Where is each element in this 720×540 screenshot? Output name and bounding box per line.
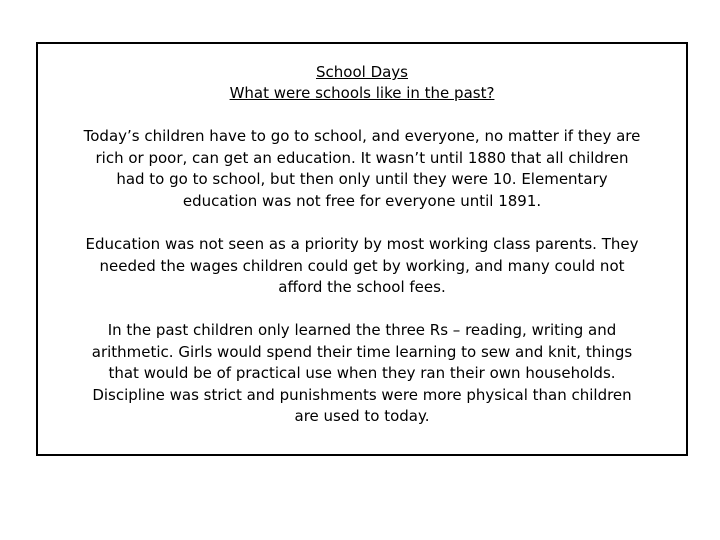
paragraph-line: education was not free for everyone until 1891. xyxy=(182,191,542,210)
paragraph-line: had to go to school, but then only until they were 10. Elementary xyxy=(116,170,608,188)
document-frame xyxy=(36,42,688,456)
paragraph-line: afford the school fees. xyxy=(278,278,446,296)
document-subtitle: What were schools like in the past? xyxy=(229,84,495,102)
paragraph-line: arithmetic. Girls would spend their time learning to sew and knit, things xyxy=(91,342,633,361)
paragraph-line: are used to today. xyxy=(294,407,430,425)
paragraph-line: that would be of practical use when they ran their own households. xyxy=(108,364,616,382)
paragraph-1 xyxy=(38,126,686,212)
paragraph-3 xyxy=(38,320,686,428)
paragraph-line: Today’s children have to go to school, and everyone, no matter if they are xyxy=(83,127,641,145)
paragraph-line: needed the wages children could get by working, and many could not xyxy=(99,256,625,275)
paragraph-line: In the past children only learned the three Rs – reading, writing and xyxy=(107,321,617,339)
paragraph-2 xyxy=(38,234,686,299)
paragraph-line: Education was not seen as a priority by most working class parents. They xyxy=(85,235,639,253)
paragraph-line: rich or poor, can get an education. It wasn’t until 1880 that all children xyxy=(95,148,629,167)
paragraph-line: Discipline was strict and punishments were more physical than children xyxy=(92,385,632,404)
document-title: School Days xyxy=(316,63,408,81)
